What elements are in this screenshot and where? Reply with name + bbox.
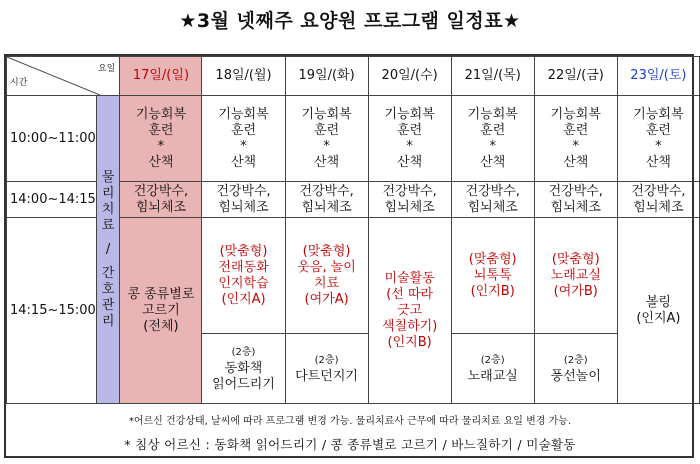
program-line: * (406, 138, 413, 154)
category-char: 치 (101, 201, 115, 217)
program-line: 읽어드리기 (212, 376, 275, 392)
program-line: * (240, 138, 247, 154)
program-cell (534, 182, 617, 218)
program-line: 훈련 (148, 122, 174, 138)
program-line: 콩 종류별로 (127, 286, 195, 302)
program-cell (202, 96, 285, 182)
program-line: * (157, 138, 165, 154)
program-cell (617, 182, 699, 218)
program-line: (2층) (231, 346, 256, 358)
program-line: 기능회복 (633, 106, 684, 122)
time-slot: 14:00~14:15 (7, 182, 97, 218)
time-axis-label: 시간 (10, 78, 28, 88)
category-char: 료 (101, 217, 115, 233)
category-char: 호 (101, 281, 115, 297)
day-header-tue: 19일/(화) (285, 57, 368, 96)
day-header-sat: 23일/(토) (617, 57, 699, 96)
program-cell-tue-top (285, 218, 368, 334)
program-line: 기능회복 (301, 106, 352, 122)
time-slot: 14:15~15:00 (7, 218, 97, 404)
program-line: 긋고 (397, 302, 423, 318)
program-cell (534, 96, 617, 182)
program-line: 다트던지기 (295, 368, 358, 384)
day-header-thu: 21일/(목) (451, 57, 534, 96)
category-slash: / (105, 241, 111, 257)
program-line: 훈련 (563, 122, 589, 138)
program-line: 힘뇌체조 (218, 199, 269, 215)
program-line: 전래동화 (218, 259, 269, 275)
category-char: 간 (101, 265, 115, 281)
program-line: 풍선놀이 (550, 368, 601, 384)
program-line: (전체) (143, 318, 179, 334)
program-line: 뇌톡톡 (473, 267, 512, 283)
program-line: 동화책 (224, 360, 263, 376)
program-cell (285, 182, 368, 218)
program-line: 힘뇌체조 (301, 199, 352, 215)
program-line: * (655, 138, 662, 154)
footer-note: *어르신 건강상태, 날씨에 따라 프로그램 변경 가능. 물리치료사 근무에 따라 물리치료 요일 변경 가능. (128, 416, 572, 427)
program-line: 산책 (397, 154, 423, 170)
program-cell (368, 182, 451, 218)
day-header-wed: 20일/(수) (368, 57, 451, 96)
program-cell (617, 96, 699, 182)
header-corner (7, 57, 120, 96)
program-line: 힘뇌체조 (384, 199, 435, 215)
program-cell-tue-bottom (285, 334, 368, 404)
program-line: 훈련 (230, 122, 257, 138)
program-cell-mon-top (202, 218, 285, 334)
program-line: 기능회복 (384, 106, 435, 122)
program-line: 산책 (148, 154, 174, 170)
time-slot: 10:00~11:00 (7, 96, 97, 182)
program-cell (451, 182, 534, 218)
program-line: 미술활동 (384, 270, 435, 286)
program-line: 고르기 (142, 302, 180, 318)
program-line: 건강박수, (548, 183, 603, 199)
program-line: (인지A) (221, 291, 266, 307)
day-header-fri: 22일/(금) (534, 57, 617, 96)
program-line: 산책 (230, 154, 257, 170)
program-line: 기능회복 (135, 106, 187, 122)
program-line: * (323, 138, 330, 154)
program-line: 인지학습 (218, 275, 269, 291)
program-cell-thu-top (451, 218, 534, 334)
category-char: 리 (101, 313, 115, 329)
program-cell-fri-top (534, 218, 617, 334)
schedule-table (6, 56, 700, 404)
program-line: 힘뇌체조 (467, 199, 518, 215)
program-cell-thu-bottom (451, 334, 534, 404)
program-line: 건강박수, (465, 183, 520, 199)
program-line: 산책 (563, 154, 589, 170)
category-char: 관 (101, 297, 115, 313)
program-line: (인지A) (636, 310, 681, 326)
page-title: ★3월 넷째주 요양원 프로그램 일정표★ (179, 10, 521, 32)
program-line: (맞춤형) (219, 243, 268, 259)
program-line: 건강박수, (133, 183, 189, 199)
program-line: * (489, 138, 496, 154)
program-line: 노래교실 (467, 368, 518, 384)
program-cell (120, 182, 202, 218)
program-line: (맞춤형) (468, 251, 517, 267)
program-line: 힘뇌체조 (135, 199, 187, 215)
program-line: 훈련 (397, 122, 423, 138)
program-line: 훈련 (480, 122, 506, 138)
program-cell (120, 96, 202, 182)
program-line: (맞춤형) (302, 243, 351, 259)
category-column (96, 96, 120, 404)
program-line: 힘뇌체조 (550, 199, 601, 215)
program-line: 건강박수, (631, 183, 686, 199)
program-line: 노래교실 (550, 267, 601, 283)
program-line: 산책 (480, 154, 506, 170)
program-line: 건강박수, (216, 183, 271, 199)
program-cell-fri-bottom (534, 334, 617, 404)
category-char: 리 (101, 185, 115, 201)
program-line: 볼링 (645, 294, 671, 310)
program-line: (여가B) (553, 283, 598, 299)
program-line: (2층) (563, 354, 588, 366)
category-char: 물 (101, 169, 115, 185)
program-line: 기능회복 (218, 106, 269, 122)
program-cell (368, 96, 451, 182)
program-line: (맞춤형) (551, 251, 600, 267)
program-line: 색칠하기) (381, 318, 438, 334)
program-line: 건강박수, (382, 183, 437, 199)
program-line: 힘뇌체조 (633, 199, 684, 215)
program-line: 산책 (645, 154, 671, 170)
program-line: 기능회복 (467, 106, 518, 122)
program-line: (선 따라 (386, 286, 434, 302)
program-line: * (572, 138, 580, 154)
program-line: 기능회복 (550, 106, 601, 122)
day-header-mon: 18일/(월) (202, 57, 285, 96)
footer-bedside: * 침상 어르신 : 동화책 읽어드리기 / 콩 종류별로 고르기 / 바느질하기 / 미술활동 (124, 437, 576, 452)
program-cell-sat (617, 218, 699, 404)
program-line: 산책 (314, 154, 340, 170)
program-line: (인지B) (387, 334, 432, 350)
program-cell (202, 182, 285, 218)
program-line: 치료 (314, 275, 340, 291)
program-cell (285, 96, 368, 182)
program-line: (2층) (480, 354, 505, 366)
day-header-sun: 17일/(일) (120, 57, 202, 96)
program-cell-sun (120, 218, 202, 404)
day-axis-label: 요일 (97, 64, 116, 74)
program-line: 건강박수, (299, 183, 354, 199)
program-cell-mon-bottom (202, 334, 285, 404)
program-line: 훈련 (645, 122, 671, 138)
program-line: (2층) (314, 354, 339, 366)
program-line: (인지B) (470, 283, 515, 299)
program-cell (451, 96, 534, 182)
program-line: (여가A) (304, 291, 349, 307)
program-cell-wed (368, 218, 451, 404)
program-line: 웃음, 놀이 (297, 259, 356, 275)
program-line: 훈련 (314, 122, 340, 138)
